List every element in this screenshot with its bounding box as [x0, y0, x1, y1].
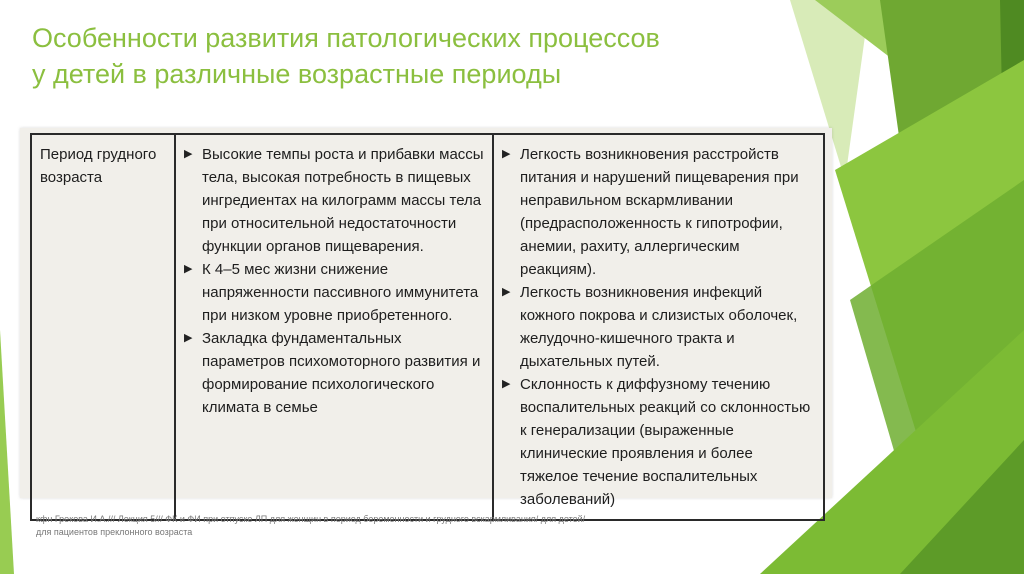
feature-item: ▶ К 4–5 мес жизни снижение напряженности пассивного иммунитета при низком уровне приобретенного. — [184, 258, 484, 327]
feature-item: ▶ Закладка фундаментальных параметров психомоторного развития и формирование психологического климата в семье — [184, 327, 484, 419]
title-line-1: Особенности развития патологических процессов — [32, 23, 660, 53]
pathology-cell — [493, 134, 824, 520]
period-cell: Период грудного возраста — [31, 134, 175, 520]
features-cell — [175, 134, 493, 520]
footer-note: кфн Грекова И.А./// Лекция 5/// ФК и ФИ при отпуске ЛП для женщин в период беременности и грудного вскармливания/ для детей/ для пациентов преклонного возраста — [36, 514, 586, 537]
title-line-2: у детей в различные возрастные периоды — [32, 59, 562, 89]
feature-item: ▶ Высокие темпы роста и прибавки массы тела, высокая потребность в пищевых ингредиентах на килограмм массы тела при относительной недостаточности функции органов пищеварения. — [184, 143, 484, 258]
pathology-item: ▶ Легкость возникновения инфекций кожного покрова и слизистых оболочек, желудочно-кишечного тракта и дыхательных путей. — [502, 281, 815, 373]
age-period-table — [30, 133, 825, 521]
slide-title — [32, 20, 812, 92]
pathology-item: ▶ Склонность к диффузному течению воспалительных реакций со склонностью к генерализации (выраженные клинические проявления и более тяжелое течение воспалительных заболеваний) — [502, 373, 815, 511]
scanned-table-image — [20, 128, 832, 508]
table-row — [31, 134, 824, 520]
pathology-item: ▶ Легкость возникновения расстройств питания и нарушений пищеварения при неправильном вскармливании (предрасположенность к гипотрофии, анемии, рахиту, аллергическим реакциям). — [502, 143, 815, 281]
